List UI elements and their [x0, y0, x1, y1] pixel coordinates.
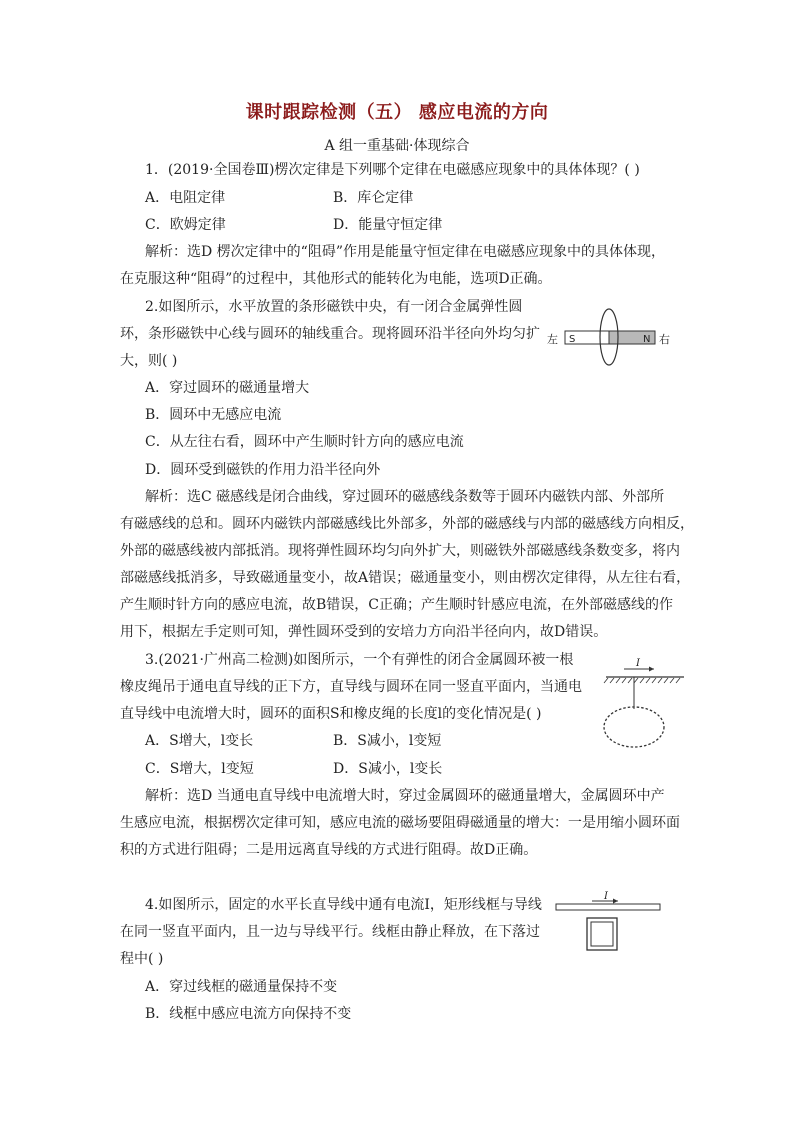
- q3-option-a: A．S增大，l变长: [145, 733, 254, 749]
- q1-option-a: A．电阻定律: [145, 190, 226, 206]
- long-wire: [556, 904, 660, 910]
- q2-magnet-figure: [545, 305, 675, 375]
- q2-stem: 2.如图所示，水平放置的条形磁铁中央，有一闭合金属弹性圆: [145, 299, 523, 315]
- q2-stem: 大，则( ): [120, 353, 178, 369]
- q4-stem: 程中( ): [120, 951, 164, 967]
- q4-wire-frame-figure: [552, 890, 664, 954]
- q3-option-d: D．S减小，l变长: [333, 761, 443, 777]
- fig-right-label: 右: [659, 333, 670, 346]
- q2-analysis-line: 解析：选C 磁感线是闭合曲线，穿过圆环的磁感线条数等于圆环内磁铁内部、外部所: [145, 489, 665, 505]
- q3-analysis-line: 生感应电流，根据楞次定律可知，感应电流的磁场要阻碍磁通量的增大：一是用缩小圆环面: [120, 815, 680, 831]
- q2-option-b: B．圆环中无感应电流: [145, 407, 282, 423]
- q2-option-c: C．从左往右看，圆环中产生顺时针方向的感应电流: [145, 434, 464, 450]
- q2-analysis-line: 用下，根据左手定则可知，弹性圆环受到的安培力方向沿半径向内，故D错误。: [120, 624, 608, 640]
- q2-analysis-line: 部磁感线抵消多，导致磁通量变小，故A错误；磁通量变小，则由楞次定律得，从左往右看，: [120, 570, 691, 586]
- q2-analysis-line: 有磁感线的总和。圆环内磁铁内部磁感线比外部多，外部的磁感线与内部的磁感线方向相反，: [120, 516, 694, 532]
- q3-option-b: B．S减小，l变短: [333, 733, 442, 749]
- fig-current-label: I: [604, 891, 608, 902]
- q2-option-a: A．穿过圆环的磁通量增大: [145, 380, 310, 396]
- q2-analysis-line: 产生顺时针方向的感应电流，故B错误，C正确；产生顺时针感应电流，在外部磁感线的作: [120, 597, 673, 613]
- q3-stem: 橡皮绳吊于通电直导线的正下方，直导线与圆环在同一竖直平面内，当通电: [120, 679, 582, 695]
- q3-stem: 直导线中电流增大时，圆环的面积S和橡皮绳的长度l的变化情况是( ): [120, 706, 542, 722]
- page-title: 课时跟踪检测（五） 感应电流的方向: [245, 102, 549, 123]
- q3-analysis-line: 解析：选D 当通电直导线中电流增大时，穿过金属圆环的磁通量增大，金属圆环中产: [145, 788, 665, 804]
- q4-stem: 4.如图所示，固定的水平长直导线中通有电流I，矩形线框与导线: [145, 897, 542, 913]
- q3-option-c: C．S增大，l变短: [145, 761, 254, 777]
- q2-analysis-line: 外部的磁感线被内部抵消。现将弹性圆环均匀向外扩大，则磁铁外部磁感线条数变多，将内: [120, 543, 680, 559]
- q1-stem: 1．(2019·全国卷Ⅲ)楞次定律是下列哪个定律在电磁感应现象中的具体体现？( ): [145, 162, 640, 178]
- q3-stem: 3.(2021·广州高二检测)如图所示，一个有弹性的闭合金属圆环被一根: [145, 652, 574, 668]
- q1-analysis-line: 解析：选D 楞次定律中的“阻碍”作用是能量守恒定律在电磁感应现象中的具体体现，: [145, 244, 665, 260]
- q1-option-d: D．能量守恒定律: [333, 217, 443, 233]
- q4-option-b: B．线框中感应电流方向保持不变: [145, 1006, 352, 1022]
- q1-option-b: B．库仑定律: [333, 190, 414, 206]
- magnet-s-label: S: [569, 334, 576, 345]
- fig-left-label: 左: [547, 333, 558, 346]
- q2-option-d: D．圆环受到磁铁的作用力沿半径向外: [145, 462, 381, 478]
- q3-ring-figure: [598, 655, 688, 755]
- metal-ring: [604, 707, 664, 747]
- fig-current-label: I: [636, 658, 640, 669]
- section-subtitle: A 组一重基础·体现综合: [324, 138, 470, 154]
- q1-option-c: C．欧姆定律: [145, 217, 226, 233]
- q3-analysis-line: 积的方式进行阻碍；二是用远离直导线的方式进行阻碍。故D正确。: [120, 842, 538, 858]
- q4-option-a: A．穿过线框的磁通量保持不变: [145, 979, 338, 995]
- q4-stem: 在同一竖直平面内，且一边与导线平行。线框由静止释放，在下落过: [120, 924, 540, 940]
- rect-frame-inner: [591, 922, 613, 946]
- magnet-n-label: N: [643, 334, 651, 345]
- q2-stem: 环，条形磁铁中心线与圆环的轴线重合。现将圆环沿半径向外均匀扩: [120, 326, 540, 342]
- q1-analysis-line: 在克服这种“阻碍”的过程中，其他形式的能转化为电能，选项D正确。: [120, 271, 552, 287]
